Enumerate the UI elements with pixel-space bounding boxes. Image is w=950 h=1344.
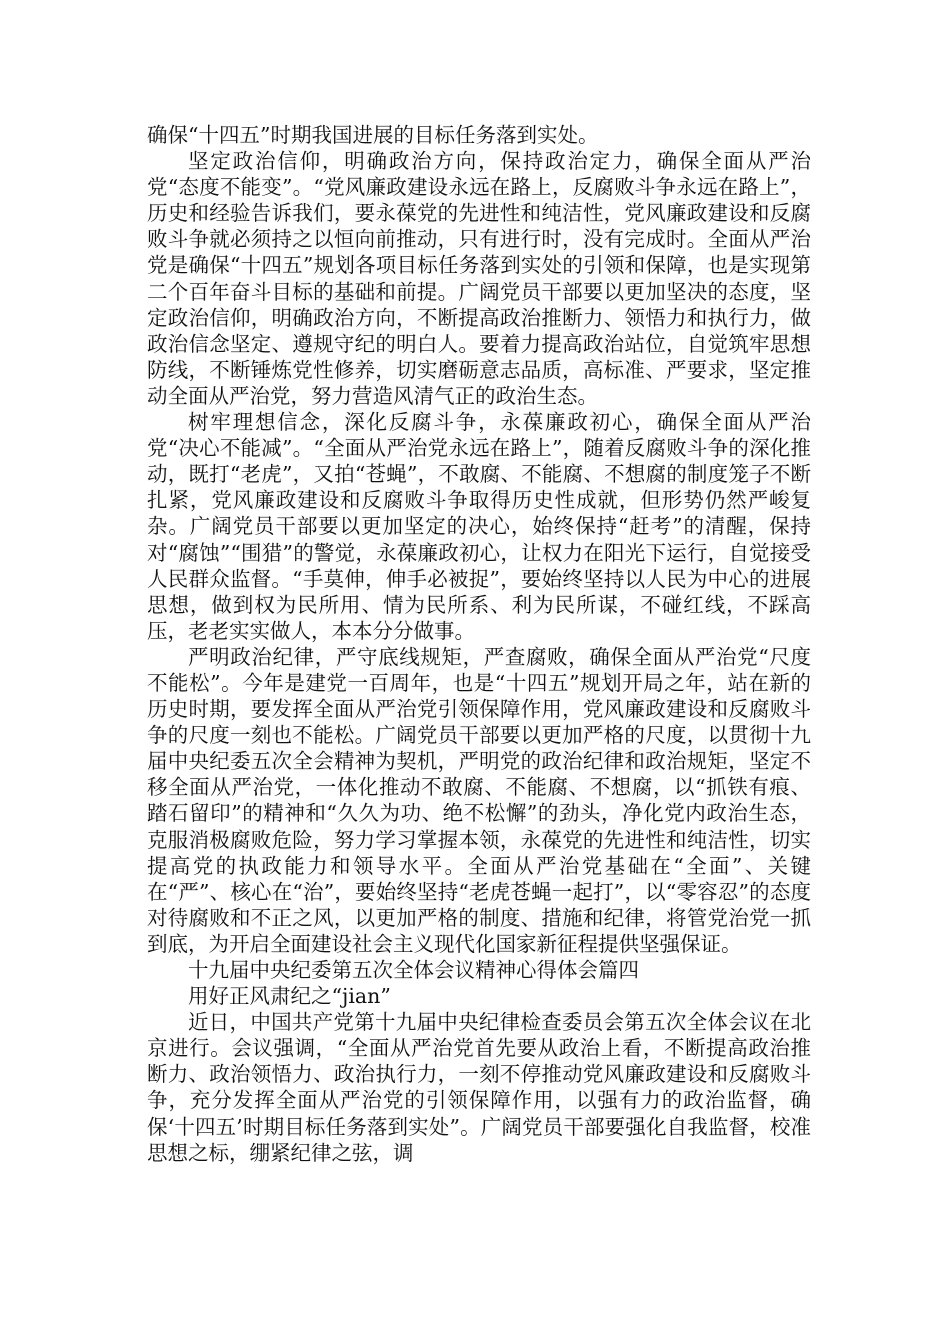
paragraph-continuation: 确保“十四五”时期我国进展的目标任务落到实处。 [147, 123, 599, 147]
paragraph-political-belief: 坚定政治信仰，明确政治方向，保持政治定力，确保全面从严治党“态度不能变”。“党风廉政建设永远在路上，反腐败斗争永远在路上”，历史和经验告诉我们，要永葆党的先进性和纯洁性，党风廉政建设和反腐败斗争就必须持之以恒向前推动，只有进行时，没有完成时。全面从严治党是确保“十四五”规划各项目标任务落到实处的引领和保障，也是实现第二个百年奋斗目标的基础和前提。广阔党员干部要以更加坚决的态度，坚定政治信仰，明确政治方向，不断提高政治推断力、领悟力和执行力，做政治信念坚定、遵规守纪的明白人。要着力提高政治站位，自觉筑牢思想防线，不断锤炼党性修养，切实磨砺意志品质，高标准、严要求，坚定推动全面从严治党，努力营造风清气正的政治生态。 [147, 149, 811, 408]
paragraph-anti-corruption-resolve: 树牢理想信念，深化反腐斗争，永葆廉政初心，确保全面从严治党“决心不能减”。“全面从严治党永远在路上”，随着反腐败斗争的深化推动，既打“老虎”，又拍“苍蝇”，不敢腐、不能腐、不想腐的制度笼子不断扎紧，党风廉政建设和反腐败斗争取得历史性成就，但形势仍然严峻复杂。广阔党员干部要以更加坚定的决心，始终保持“赶考”的清醒，保持对“腐蚀”“围猎”的警觉，永葆廉政初心，让权力在阳光下运行，自觉接受人民群众监督。“手莫伸，伸手必被捉”，要始终坚持以人民为中心的进展思想，做到权为民所用、情为民所系、利为民所谋，不碰红线，不踩高压，老老实实做人，本本分分做事。 [147, 410, 811, 643]
document-body [147, 122, 811, 1166]
paragraph-plenary-session: 近日，中国共产党第十九届中央纪律检查委员会第五次全体会议在北京进行。会议强调，“全面从严治党首先要从政治上看，不断提高政治推断力、政治领悟力、政治执行力，一刻不停推动党风廉政建设和反腐败斗争，充分发挥全面从严治党的引领保障作用，以强有力的政治监督，确保‘十四五’时期目标任务落到实处”。广阔党员干部要强化自我监督，校准思想之标，绷紧纪律之弦，调 [147, 1010, 811, 1165]
section-subtitle: 用好正风肃纪之“jian” [188, 984, 391, 1009]
paragraph-political-discipline: 严明政治纪律，严守底线规矩，严查腐败，确保全面从严治党“尺度不能松”。今年是建党一百周年，也是“十四五”规划开局之年，站在新的历史时期，要发挥全面从严治党引领保障作用，党风廉政建设和反腐败斗争的尺度一刻也不能松。广阔党员干部要以更加严格的尺度，以贯彻十九届中央纪委五次全会精神为契机，严明党的政治纪律和政治规矩，坚定不移全面从严治党，一体化推动不敢腐、不能腐、不想腐，以“抓铁有痕、踏石留印”的精神和“久久为功、绝不松懈”的劲头，净化党内政治生态，克服消极腐败危险，努力学习掌握本领，永葆党的先进性和纯洁性，切实提高党的执政能力和领导水平。全面从严治党基础在“全面”、关键在“严”、核心在“治”，要始终坚持“老虎苍蝇一起打”，以“零容忍”的态度对待腐败和不正之风，以更加严格的制度、措施和纪律，将管党治党一抓到底，为开启全面建设社会主义现代化国家新征程提供坚强保证。 [147, 644, 811, 956]
section-heading: 十九届中央纪委第五次全体会议精神心得体会篇四 [188, 958, 639, 982]
